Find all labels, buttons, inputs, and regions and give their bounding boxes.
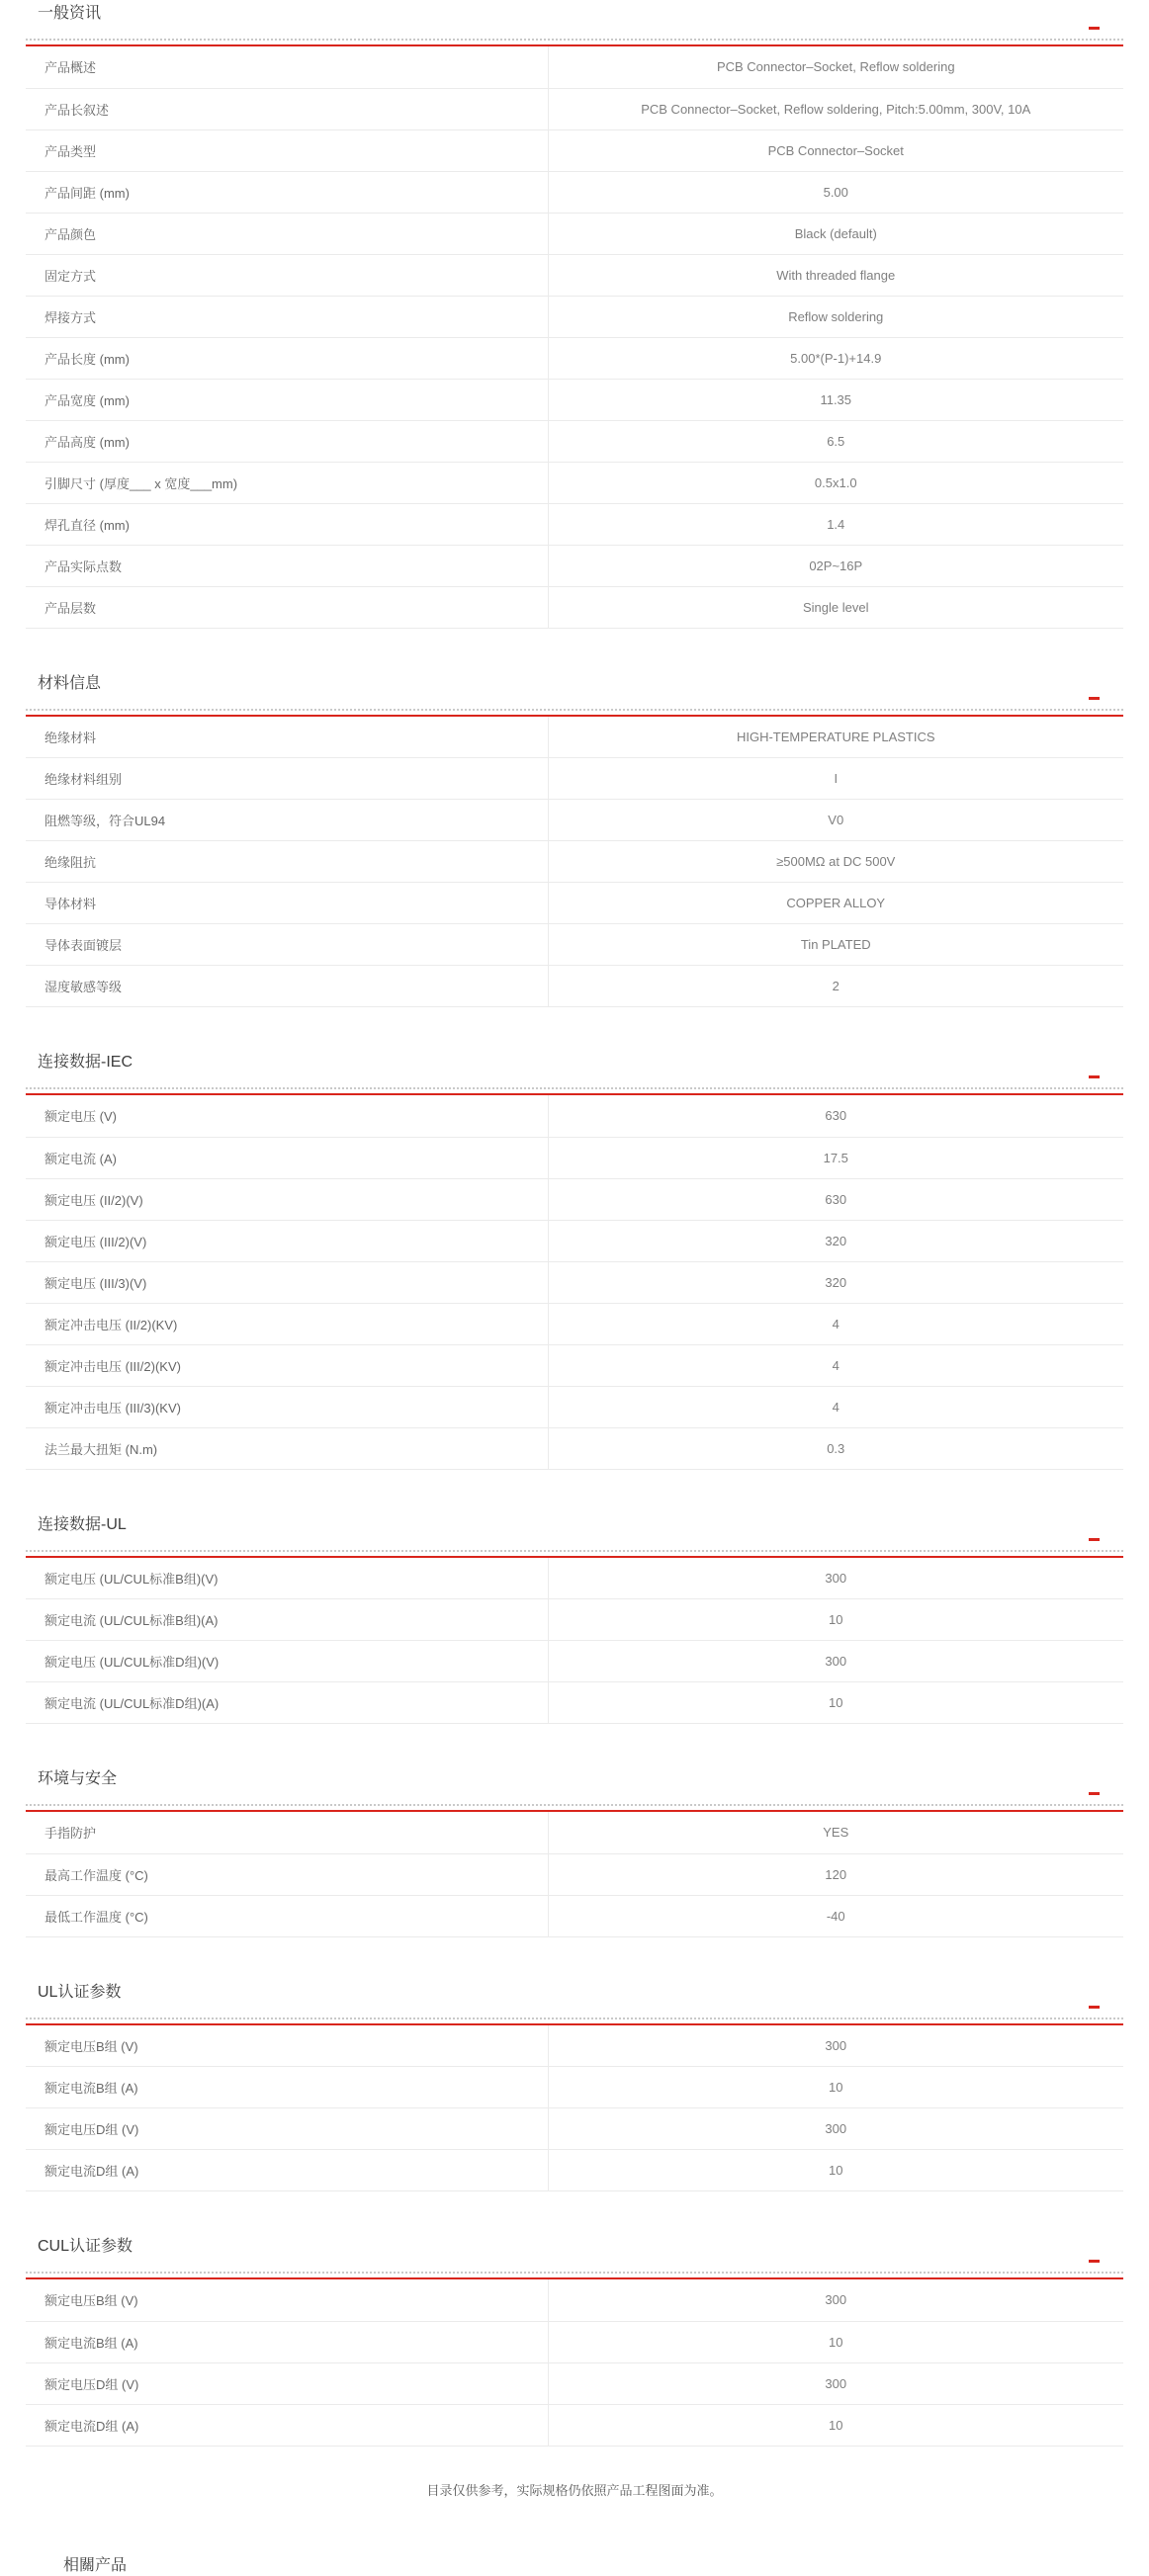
- row-label: 额定电压 (II/2)(V): [44, 1192, 143, 1208]
- row-value: COPPER ALLOY: [548, 883, 1123, 924]
- row-value: 300: [548, 2108, 1123, 2150]
- row-value: HIGH-TEMPERATURE PLASTICS: [548, 717, 1123, 758]
- table-row: [26, 2025, 1123, 2067]
- table-row: [26, 2067, 1123, 2108]
- table-row: [26, 800, 1123, 841]
- row-value: 300: [548, 2362, 1123, 2404]
- row-label: 额定电流 (UL/CUL标准D组)(A): [44, 1696, 220, 1711]
- row-value: PCB Connector–Socket: [548, 129, 1123, 171]
- row-value: 1.4: [548, 503, 1123, 545]
- row-value: 630: [548, 1178, 1123, 1220]
- table-row: [26, 2108, 1123, 2150]
- row-value: 02P~16P: [548, 545, 1123, 586]
- table-row: [26, 1895, 1123, 1936]
- row-label: 额定电流D组 (A): [44, 2164, 139, 2179]
- collapse-minus-icon[interactable]: [1089, 697, 1100, 700]
- row-label: 固定方式: [44, 268, 97, 284]
- collapse-minus-icon[interactable]: [1089, 1792, 1100, 1795]
- row-value: 0.3: [548, 1427, 1123, 1469]
- row-label: 产品层数: [44, 600, 97, 616]
- table-row: [26, 545, 1123, 586]
- row-label: 额定电流B组 (A): [44, 2335, 138, 2351]
- row-label: 额定电压 (UL/CUL标准B组)(V): [44, 1571, 219, 1587]
- row-label: 法兰最大扭矩 (N.m): [44, 1441, 158, 1457]
- spec-table: [26, 2279, 1123, 2447]
- spec-section: [26, 674, 1123, 1008]
- row-value: 10: [548, 1682, 1123, 1724]
- row-label: 额定电压 (V): [44, 1109, 117, 1125]
- row-value: 10: [548, 1599, 1123, 1641]
- table-row: [26, 1558, 1123, 1599]
- table-row: [26, 1853, 1123, 1895]
- row-label: 产品概述: [44, 60, 97, 76]
- section-divider: [26, 1087, 1123, 1095]
- row-label: 产品宽度 (mm): [44, 392, 130, 408]
- row-label: 额定电流 (A): [44, 1151, 117, 1166]
- row-label: 导体表面镀层: [44, 938, 123, 953]
- spec-table: [26, 1558, 1123, 1725]
- row-value: Reflow soldering: [548, 296, 1123, 337]
- row-label: 产品间距 (mm): [44, 185, 130, 201]
- table-row: [26, 254, 1123, 296]
- table-row: [26, 2362, 1123, 2404]
- table-row: [26, 1178, 1123, 1220]
- row-value: 320: [548, 1220, 1123, 1261]
- row-value: 300: [548, 1558, 1123, 1599]
- row-label: 产品颜色: [44, 226, 97, 242]
- row-value: Black (default): [548, 213, 1123, 254]
- table-row: [26, 1641, 1123, 1682]
- row-value: V0: [548, 800, 1123, 841]
- dotted-line: [26, 1087, 1123, 1089]
- spec-table: [26, 2025, 1123, 2192]
- row-label: 额定电压D组 (V): [44, 2376, 139, 2392]
- row-value: 2: [548, 966, 1123, 1007]
- row-label: 额定冲击电压 (II/2)(KV): [44, 1317, 178, 1332]
- table-row: [26, 1427, 1123, 1469]
- table-row: [26, 1261, 1123, 1303]
- row-label: 额定电压 (III/3)(V): [44, 1275, 147, 1291]
- collapse-minus-icon[interactable]: [1089, 2006, 1100, 2009]
- row-value: Single level: [548, 586, 1123, 628]
- section-title: 环境与安全: [38, 1770, 118, 1787]
- row-label: 焊接方式: [44, 309, 97, 325]
- row-value: -40: [548, 1895, 1123, 1936]
- row-label: 阻燃等级，符合UL94: [44, 814, 166, 828]
- row-value: With threaded flange: [548, 254, 1123, 296]
- table-row: [26, 1344, 1123, 1386]
- collapse-minus-icon[interactable]: [1089, 1075, 1100, 1078]
- row-label: 产品实际点数: [44, 558, 123, 574]
- row-value: 4: [548, 1386, 1123, 1427]
- section-divider: [26, 709, 1123, 717]
- row-label: 产品长叙述: [44, 102, 110, 118]
- collapse-minus-icon[interactable]: [1089, 1538, 1100, 1541]
- spec-section: [26, 1515, 1123, 1725]
- row-label: 额定电压 (UL/CUL标准D组)(V): [44, 1655, 220, 1670]
- section-title: UL认证参数: [38, 1983, 122, 2001]
- table-row: [26, 966, 1123, 1007]
- table-row: [26, 586, 1123, 628]
- section-title: 连接数据-IEC: [38, 1054, 133, 1071]
- spec-section: [26, 1053, 1123, 1470]
- dotted-line: [26, 1550, 1123, 1552]
- row-label: 绝缘材料: [44, 730, 97, 745]
- table-row: [26, 2150, 1123, 2191]
- spec-section: [26, 1769, 1123, 1937]
- table-row: [26, 758, 1123, 800]
- row-label: 绝缘材料组别: [44, 772, 123, 787]
- row-value: 120: [548, 1853, 1123, 1895]
- table-row: [26, 1386, 1123, 1427]
- table-row: [26, 46, 1123, 88]
- table-row: [26, 2279, 1123, 2321]
- table-row: [26, 883, 1123, 924]
- row-value: 5.00*(P-1)+14.9: [548, 337, 1123, 379]
- row-value: PCB Connector–Socket, Reflow soldering: [548, 46, 1123, 88]
- row-value: 10: [548, 2067, 1123, 2108]
- row-value: I: [548, 758, 1123, 800]
- table-row: [26, 129, 1123, 171]
- section-divider: [26, 39, 1123, 46]
- row-value: 4: [548, 1303, 1123, 1344]
- footer-disclaimer: 目录仅供参考，实际规格仍依照产品工程图面为准。: [426, 2482, 723, 2498]
- dotted-line: [26, 39, 1123, 41]
- table-row: [26, 88, 1123, 129]
- row-value: 6.5: [548, 420, 1123, 462]
- table-row: [26, 1812, 1123, 1853]
- spec-table: [26, 1095, 1123, 1470]
- table-row: [26, 213, 1123, 254]
- row-value: ≥500MΩ at DC 500V: [548, 841, 1123, 883]
- section-divider: [26, 1550, 1123, 1558]
- row-value: 300: [548, 2279, 1123, 2321]
- table-row: [26, 717, 1123, 758]
- row-label: 额定电压D组 (V): [44, 2122, 139, 2137]
- row-label: 产品类型: [44, 143, 97, 159]
- row-value: 630: [548, 1095, 1123, 1137]
- spec-section: [26, 1983, 1123, 2192]
- row-value: 0.5x1.0: [548, 462, 1123, 503]
- collapse-minus-icon[interactable]: [1089, 27, 1100, 30]
- table-row: [26, 1137, 1123, 1178]
- row-label: 引脚尺寸 (厚度___ x 宽度___mm): [44, 475, 238, 491]
- row-label: 额定电压 (III/2)(V): [44, 1234, 147, 1249]
- table-row: [26, 1303, 1123, 1344]
- table-row: [26, 841, 1123, 883]
- table-row: [26, 1682, 1123, 1724]
- table-row: [26, 462, 1123, 503]
- row-label: 产品长度 (mm): [44, 351, 130, 367]
- row-label: 额定冲击电压 (III/3)(KV): [44, 1400, 181, 1416]
- dotted-line: [26, 2018, 1123, 2019]
- table-row: [26, 1095, 1123, 1137]
- row-label: 最高工作温度 (°C): [44, 1867, 148, 1883]
- table-row: [26, 379, 1123, 420]
- row-label: 额定电流D组 (A): [44, 2418, 139, 2434]
- row-value: 5.00: [548, 171, 1123, 213]
- spec-table: [26, 1812, 1123, 1937]
- section-title: 连接数据-UL: [38, 1515, 127, 1533]
- section-divider: [26, 2272, 1123, 2279]
- row-value: 10: [548, 2404, 1123, 2446]
- row-value: 4: [548, 1344, 1123, 1386]
- collapse-minus-icon[interactable]: [1089, 2260, 1100, 2263]
- table-row: [26, 924, 1123, 966]
- spec-table: [26, 46, 1123, 629]
- row-value: 320: [548, 1261, 1123, 1303]
- row-label: 最低工作温度 (°C): [44, 1909, 148, 1925]
- spec-section: [26, 2237, 1123, 2447]
- table-row: [26, 296, 1123, 337]
- row-label: 额定冲击电压 (III/2)(KV): [44, 1358, 181, 1374]
- section-title: 一般资讯: [38, 5, 102, 22]
- table-row: [26, 337, 1123, 379]
- row-label: 导体材料: [44, 897, 97, 911]
- spec-table: [26, 717, 1123, 1008]
- table-row: [26, 420, 1123, 462]
- section-title: 材料信息: [38, 674, 102, 692]
- row-label: 湿度敏感等级: [44, 980, 123, 994]
- dotted-line: [26, 1804, 1123, 1806]
- row-value: 10: [548, 2321, 1123, 2362]
- related-products-title: 相關产品: [63, 2556, 128, 2574]
- dotted-line: [26, 2272, 1123, 2274]
- row-label: 额定电流B组 (A): [44, 2081, 138, 2096]
- table-row: [26, 171, 1123, 213]
- row-value: 300: [548, 2025, 1123, 2067]
- row-value: PCB Connector–Socket, Reflow soldering, Pitch:5.00mm, 300V, 10A: [548, 88, 1123, 129]
- row-value: Tin PLATED: [548, 924, 1123, 966]
- row-label: 额定电流 (UL/CUL标准B组)(A): [44, 1613, 219, 1628]
- row-value: 300: [548, 1641, 1123, 1682]
- row-value: YES: [548, 1812, 1123, 1853]
- section-title: CUL认证参数: [38, 2238, 133, 2255]
- section-divider: [26, 2018, 1123, 2025]
- dotted-line: [26, 709, 1123, 711]
- sections-root: [26, 4, 1123, 2447]
- table-row: [26, 1599, 1123, 1641]
- table-row: [26, 2321, 1123, 2362]
- table-row: [26, 503, 1123, 545]
- row-value: 17.5: [548, 1137, 1123, 1178]
- row-value: 11.35: [548, 379, 1123, 420]
- row-label: 绝缘阻抗: [44, 855, 97, 870]
- table-row: [26, 1220, 1123, 1261]
- row-label: 手指防护: [44, 1826, 97, 1842]
- row-value: 10: [548, 2150, 1123, 2191]
- row-label: 额定电压B组 (V): [44, 2293, 138, 2309]
- spec-section: [26, 4, 1123, 629]
- row-label: 焊孔直径 (mm): [44, 517, 130, 533]
- row-label: 额定电压B组 (V): [44, 2038, 138, 2054]
- row-label: 产品高度 (mm): [44, 434, 130, 450]
- section-divider: [26, 1804, 1123, 1812]
- table-row: [26, 2404, 1123, 2446]
